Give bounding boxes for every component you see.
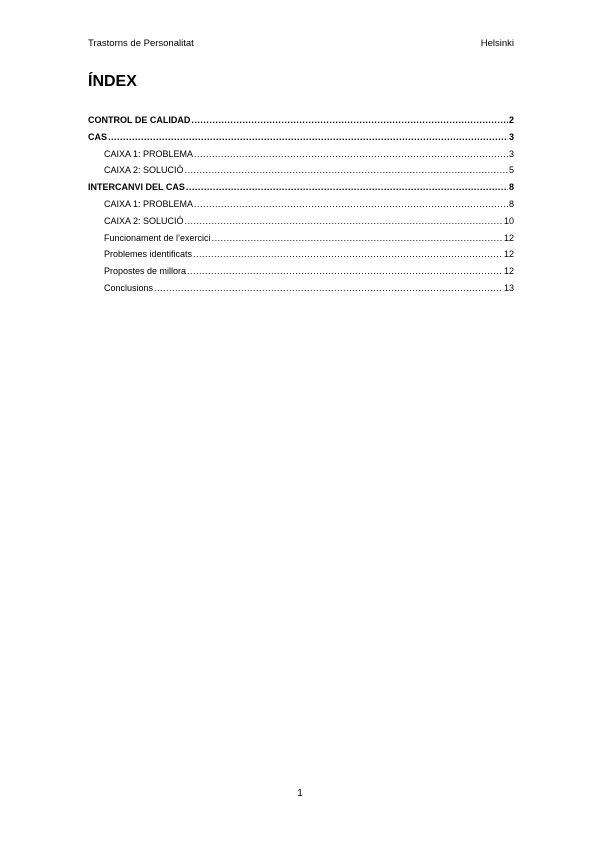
toc-entry-label: CAIXA 2: SOLUCIÓ — [104, 215, 184, 226]
toc-entry-label: CAIXA 2: SOLUCIÓ — [104, 165, 184, 176]
toc-dot-leader — [186, 179, 508, 196]
header-group-name: Helsinki — [480, 38, 514, 49]
toc-entry-page: 12 — [503, 232, 514, 243]
page-header — [88, 38, 514, 50]
toc-dot-leader — [191, 112, 508, 129]
toc-dot-leader — [108, 129, 508, 146]
toc-dot-leader — [154, 280, 503, 297]
toc-entry-intercanvi-caixa-1-problema[interactable] — [88, 196, 514, 213]
toc-entry-intercanvi-caixa-2-solucio[interactable] — [88, 213, 514, 230]
toc-entry-cas[interactable] — [88, 129, 514, 146]
toc-entry-caixa-1-problema[interactable] — [88, 146, 514, 163]
toc-entry-label: Problemes identificats — [104, 249, 193, 260]
toc-dot-leader — [194, 196, 508, 213]
toc-entry-page: 8 — [508, 198, 514, 209]
toc-entry-label: Conclusions — [104, 282, 154, 293]
toc-entry-page: 13 — [503, 282, 514, 293]
toc-dot-leader — [187, 263, 503, 280]
toc-entry-intercanvi-del-cas[interactable] — [88, 179, 514, 196]
toc-dot-leader — [193, 246, 503, 263]
toc-entry-page: 8 — [508, 182, 514, 193]
toc-dot-leader — [185, 162, 508, 179]
toc-entry-control-de-calidad[interactable] — [88, 112, 514, 129]
toc-entry-caixa-2-solucio[interactable] — [88, 162, 514, 179]
toc-entry-label: CAIXA 1: PROBLEMA — [104, 198, 194, 209]
toc-entry-conclusions[interactable] — [88, 280, 514, 297]
toc-entry-label: CONTROL DE CALIDAD — [88, 115, 191, 125]
toc-entry-page: 5 — [508, 165, 514, 176]
toc-entry-label: INTERCANVI DEL CAS — [88, 182, 185, 193]
toc-entry-funcionament-exercici[interactable] — [88, 230, 514, 247]
toc-entry-label: Propostes de millora — [104, 266, 187, 277]
toc-entry-page: 3 — [508, 131, 514, 142]
table-of-contents — [88, 112, 514, 297]
toc-entry-page: 12 — [503, 249, 514, 260]
header-document-title: Trastorns de Personalitat — [88, 38, 194, 49]
toc-entry-page: 3 — [508, 148, 514, 159]
page-number: 1 — [297, 788, 303, 799]
toc-dot-leader — [194, 146, 508, 163]
toc-dot-leader — [185, 213, 503, 230]
toc-entry-page: 12 — [503, 266, 514, 277]
toc-entry-label: CAIXA 1: PROBLEMA — [104, 148, 194, 159]
page-title: ÍNDEX — [88, 73, 137, 90]
toc-entry-problemes-identificats[interactable] — [88, 246, 514, 263]
toc-entry-page: 10 — [503, 215, 514, 226]
toc-entry-label: CAS — [88, 131, 108, 142]
toc-dot-leader — [212, 230, 503, 247]
toc-entry-propostes-de-millora[interactable] — [88, 263, 514, 280]
toc-entry-label: Funcionament de l’exercici — [104, 232, 211, 243]
toc-entry-page: 2 — [508, 115, 514, 125]
